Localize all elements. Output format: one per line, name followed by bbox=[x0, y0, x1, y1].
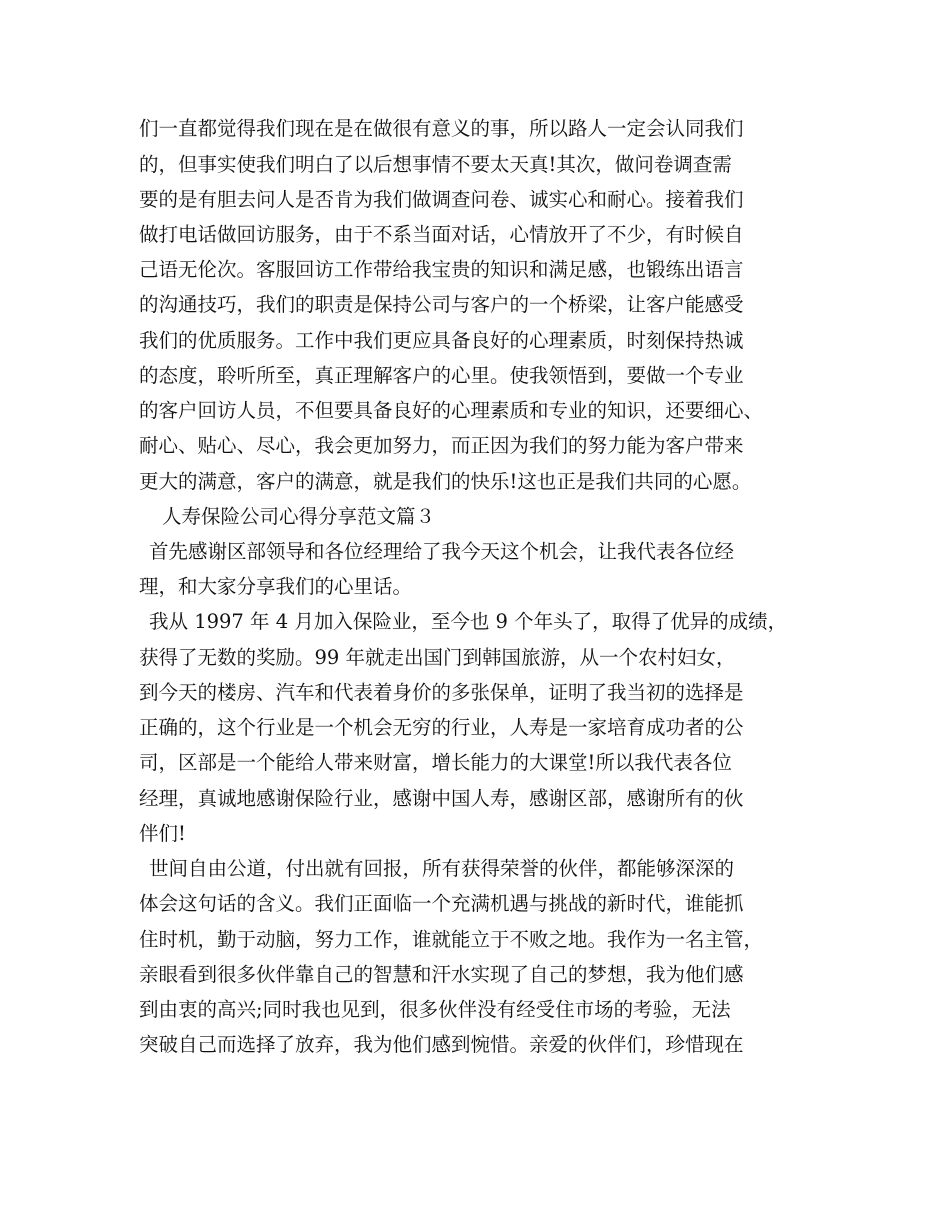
text-line: 的态度，聆听所至，真正理解客户的心里。使我领悟到，要做一个专业 bbox=[139, 364, 744, 387]
text-line: 亲眼看到很多伙伴靠自己的智慧和汗水实现了自己的梦想，我为他们感 bbox=[139, 963, 744, 986]
text-line: 伴们! bbox=[139, 822, 186, 845]
section-title: 人寿保险公司心得分享范文篇３ bbox=[162, 505, 436, 528]
text-line: 到由衷的高兴;同时我也见到，很多伙伴没有经受住市场的考验，无法 bbox=[139, 998, 731, 1021]
text-line: 到今天的楼房、汽车和代表着身价的多张保单，证明了我当初的选择是 bbox=[139, 681, 744, 704]
text-line: 更大的满意，客户的满意，就是我们的快乐!这也正是我们共同的心愿。 bbox=[139, 470, 752, 493]
text-line: 的客户回访人员，不但要具备良好的心理素质和专业的知识，还要细心、 bbox=[139, 399, 764, 422]
text-line: 我从 1997 年 4 月加入保险业，至今也 9 个年头了，取得了优异的成绩， bbox=[149, 610, 788, 633]
text-line: 世间自由公道，付出就有回报，所有获得荣誉的伙伴，都能够深深的 bbox=[149, 857, 735, 880]
text-line: 突破自己而选择了放弃，我为他们感到惋惜。亲爱的伙伴们，珍惜现在 bbox=[139, 1033, 744, 1056]
text-line: 的沟通技巧，我们的职责是保持公司与客户的一个桥梁，让客户能感受 bbox=[139, 293, 744, 316]
text-line: 们一直都觉得我们现在是在做很有意义的事，所以路人一定会认同我们 bbox=[139, 117, 744, 140]
text-line: 理，和大家分享我们的心里话。 bbox=[139, 575, 413, 598]
text-line: 做打电话做回访服务，由于不系当面对话，心情放开了不少，有时候自 bbox=[139, 223, 744, 246]
text-line: 正确的，这个行业是一个机会无穷的行业，人寿是一家培育成功者的公 bbox=[139, 716, 744, 739]
text-line: 住时机，勤于动脑，努力工作，谁就能立于不败之地。我作为一名主管， bbox=[139, 928, 764, 951]
text-line: 耐心、贴心、尽心，我会更加努力，而正因为我们的努力能为客户带来 bbox=[139, 434, 744, 457]
text-line: 司，区部是一个能给人带来财富，增长能力的大课堂!所以我代表各位 bbox=[139, 751, 732, 774]
text-line: 我们的优质服务。工作中我们更应具备良好的心理素质，时刻保持热诚 bbox=[139, 329, 744, 352]
text-line: 经理，真诚地感谢保险行业，感谢中国人寿，感谢区部，感谢所有的伙 bbox=[139, 787, 744, 810]
text-line: 首先感谢区部领导和各位经理给了我今天这个机会，让我代表各位经 bbox=[149, 540, 735, 563]
text-line: 的，但事实使我们明白了以后想事情不要太天真!其次，做问卷调查需 bbox=[139, 153, 732, 176]
text-line: 己语无伦次。客服回访工作带给我宝贵的知识和满足感，也锻练出语言 bbox=[139, 258, 744, 281]
text-line: 体会这句话的含义。我们正面临一个充满机遇与挑战的新时代，谁能抓 bbox=[139, 892, 744, 915]
text-line: 获得了无数的奖励。99 年就走出国门到韩国旅游，从一个农村妇女， bbox=[139, 646, 736, 669]
text-line: 要的是有胆去问人是否肯为我们做调查问卷、诚实心和耐心。接着我们 bbox=[139, 188, 744, 211]
